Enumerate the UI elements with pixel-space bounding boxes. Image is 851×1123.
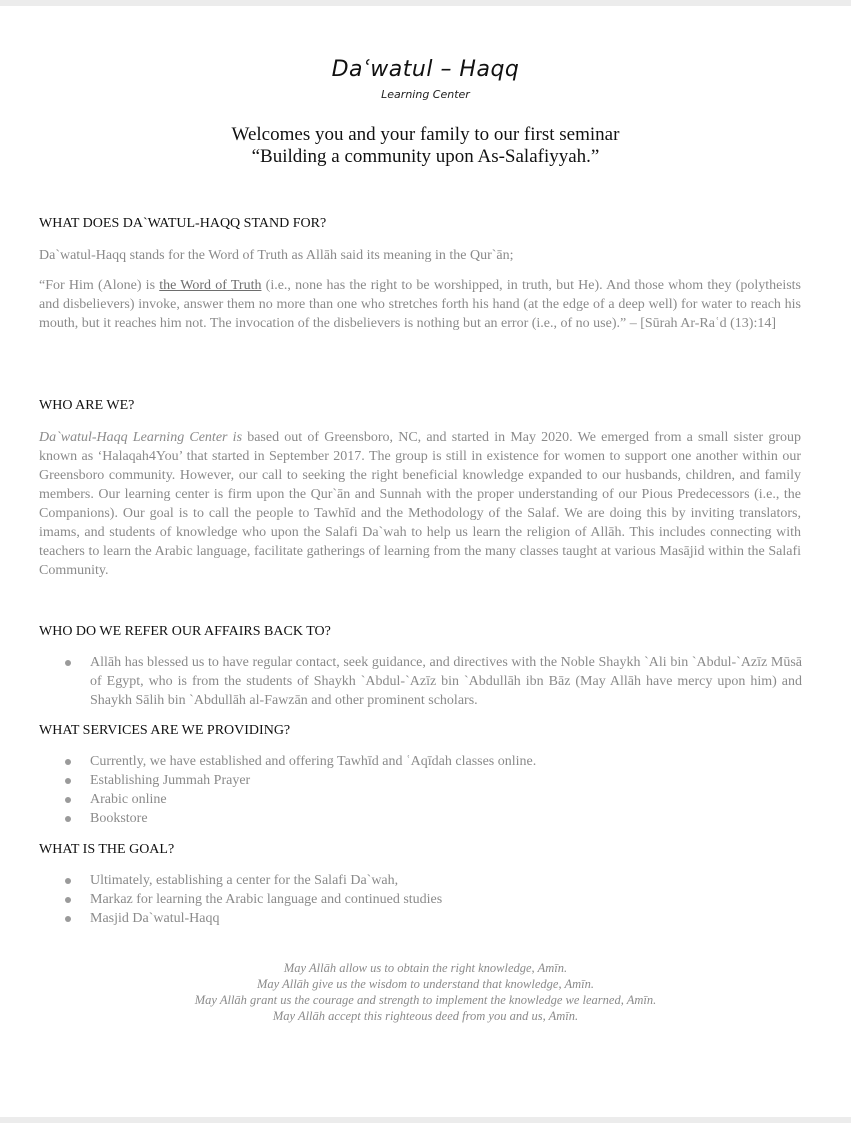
logo-subtitle: Learning Center [381, 88, 470, 101]
list-item: Establishing Jummah Prayer [60, 771, 802, 790]
logo-title: Daʿwatul – Haqq [331, 57, 520, 82]
bullet-icon [65, 816, 71, 822]
refer-list [60, 653, 802, 710]
welcome-message [0, 124, 851, 168]
bullet-icon [65, 797, 71, 803]
list-item: Ultimately, establishing a center for the Salafi Da`wah, [60, 871, 802, 890]
bullet-icon [65, 897, 71, 903]
top-page-edge [0, 0, 851, 6]
word-of-truth-link[interactable]: the Word of Truth [159, 278, 262, 293]
who-are-we-body [39, 428, 801, 580]
list-item: Masjid Da`watul-Haqq [60, 909, 802, 928]
bottom-page-edge [0, 1117, 851, 1123]
welcome-line-1: Welcomes you and your family to our first seminar [231, 124, 620, 145]
heading-stand-for: WHAT DOES DA`WATUL-HAQQ STAND FOR? [39, 216, 327, 231]
logo [0, 56, 851, 103]
list-item: Allāh has blessed us to have regular contact, seek guidance, and directives with the Noble Shaykh `Ali bin `Abdul-`Azīz Mūsā of Egypt, who is from the students of Shaykh `Abdul-`Azīz bin `Abdullāh ibn Bāz (May Allāh have mercy upon him) and Shaykh Sālih bin `Abdullāh al-Fawzān and other prominent scholars. [60, 653, 802, 710]
heading-refer-affairs: WHO DO WE REFER OUR AFFAIRS BACK TO? [39, 624, 331, 639]
list-item: Currently, we have established and offering Tawhīd and ʿAqīdah classes online. [60, 752, 802, 771]
bullet-icon [65, 778, 71, 784]
welcome-line-2: “Building a community upon As-Salafiyyah.” [251, 146, 600, 167]
closing-duas [0, 960, 851, 1024]
stand-for-intro: Da`watul-Haqq stands for the Word of Truth as Allāh said its meaning in the Qur`ān; [39, 248, 514, 263]
bullet-icon [65, 916, 71, 922]
list-item: Markaz for learning the Arabic language and continued studies [60, 890, 802, 909]
quote-before: “For Him (Alone) is [39, 278, 160, 293]
list-item: Bookstore [60, 809, 802, 828]
closing-line: May Allāh accept this righteous deed from you and us, Amīn. [272, 1009, 579, 1023]
goal-list [60, 871, 802, 928]
bullet-icon [65, 878, 71, 884]
list-item: Arabic online [60, 790, 802, 809]
services-list [60, 752, 802, 828]
stand-for-quote [39, 276, 801, 333]
who-lead: Da`watul-Haqq Learning Center is [39, 430, 243, 445]
heading-services: WHAT SERVICES ARE WE PROVIDING? [39, 723, 291, 738]
quote-after: (i.e., none has the right to be worshipped, in truth, but He). And those whom they (polytheists and disbelievers) invoke, answer them no more than one who stretches forth his hand (at the edge of a deep well) for water to reach his mouth, but it reaches him not. The invocation of the disbelievers is nothing but an error (i.e., of no use).” – [Sūrah Ar-Raʿd (13):14] [39, 278, 801, 331]
closing-line: May Allāh grant us the courage and strength to implement the knowledge we learned, Amīn. [194, 993, 657, 1007]
heading-goal: WHAT IS THE GOAL? [39, 842, 175, 857]
bullet-icon [65, 660, 71, 666]
closing-line: May Allāh allow us to obtain the right knowledge, Amīn. [283, 961, 568, 975]
who-body-text: based out of Greensboro, NC, and started in May 2020. We emerged from a small sister group known as ‘Halaqah4You’ that started in September 2017. The group is still in existence for women to support one another within our Greensboro community. However, our call to seeking the right beneficial knowledge expanded to our husbands, children, and family members. Our learning center is firm upon the Qur`ān and Sunnah with the proper understanding of our Pious Predecessors (i.e., the Companions). Our goal is to call the people to Tawhīd and the Methodology of the Salaf. We are doing this by inviting translators, imams, and students of knowledge who upon the Salafi Da`wah to help us learn the religion of Allāh. This includes connecting with teachers to learn the Arabic language, facilitate gatherings of learning from the many classes taught at various Masājid within the Salafi Community. [39, 430, 801, 578]
closing-line: May Allāh give us the wisdom to understand that knowledge, Amīn. [256, 977, 594, 991]
bullet-icon [65, 759, 71, 765]
heading-who-are-we: WHO ARE WE? [39, 398, 135, 413]
